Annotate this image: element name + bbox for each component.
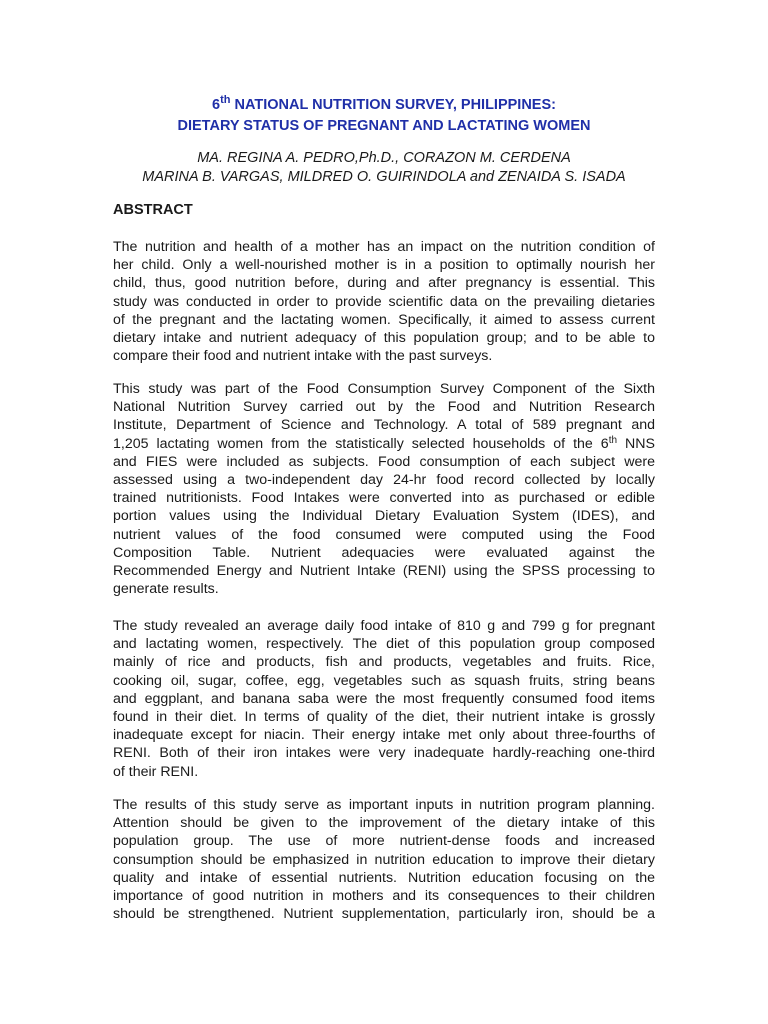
text-line: mainly of rice and products, fish and products, vegetables and fruits. Rice, [113, 654, 655, 671]
text-line: consumption should be emphasized in nutrition education to improve their dietary [113, 851, 655, 868]
text-fragment: 1,205 lactating women from the statistically selected households of the 6 [113, 435, 609, 452]
title-ordinal-suffix: th [220, 94, 231, 106]
text-line: assessed using a two-independent day 24-hr food record collected by locally [113, 472, 655, 489]
text-line: The results of this study serve as important inputs in nutrition program planning. [113, 797, 655, 813]
text-line: study was conducted in order to provide scientific data on the prevailing dietaries [113, 293, 655, 310]
text-line: Institute, Department of Science and Technology. A total of 589 pregnant and [113, 417, 655, 434]
ordinal-suffix: th [608, 434, 618, 446]
text-line: of their RENI. [113, 763, 199, 780]
text-line: Attention should be given to the improvement of the dietary intake of this [113, 815, 655, 832]
abstract-paragraph-2 [113, 380, 655, 598]
abstract-paragraph-3 [113, 617, 655, 781]
text-line: dietary intake and nutrient adequacy of this population group; and to be able to [113, 330, 655, 347]
text-line: her child. Only a well-nourished mother is in a position to optimally nourish her [113, 257, 655, 274]
text-line: The study revealed an average daily food intake of 810 g and 799 g for pregnant [113, 618, 655, 634]
abstract-heading: ABSTRACT [113, 202, 193, 218]
text-line: population group. The use of more nutrient-dense foods and increased [113, 833, 655, 850]
abstract-paragraph-1 [113, 238, 655, 365]
abstract-paragraph-4 [113, 796, 655, 923]
text-line: and eggplant, and banana saba were the most frequently consumed food items [113, 690, 655, 707]
paper-title-line-1 [114, 95, 654, 115]
text-line: cooking oil, sugar, coffee, egg, vegetables such as squash fruits, string beans [113, 672, 655, 689]
text-line: The nutrition and health of a mother has an impact on the nutrition condition of [113, 239, 655, 255]
text-line: and FIES were included as subjects. Food consumption of each subject were [113, 453, 655, 470]
authors-line-1: MA. REGINA A. PEDRO,Ph.D., CORAZON M. CERDENA [197, 150, 571, 166]
text-line: RENI. Both of their iron intakes were very inadequate hardly-reaching one-third [113, 745, 655, 762]
text-line: nutrient values of the food consumed were computed using the Food [113, 526, 655, 543]
text-line: of the pregnant and the lactating women. Specifically, it aimed to assess current [113, 311, 655, 328]
paper-title-line-2: DIETARY STATUS OF PREGNANT AND LACTATING WOMEN [177, 118, 591, 134]
text-line: compare their food and nutrient intake with the past surveys. [113, 348, 493, 365]
text-fragment: NNS [617, 435, 655, 452]
text-line: National Nutrition Survey carried out by the Food and Nutrition Research [113, 399, 655, 416]
title-ordinal-number: 6 [212, 97, 221, 113]
text-line: and lactating women, respectively. The diet of this population group composed [113, 636, 655, 653]
authors-line-2: MARINA B. VARGAS, MILDRED O. GUIRINDOLA and ZENAIDA S. ISADA [142, 169, 626, 185]
text-line: inadequate except for niacin. Their energy intake met only about three-fourths of [113, 727, 655, 744]
text-line: generate results. [113, 581, 219, 598]
text-line: This study was part of the Food Consumption Survey Component of the Sixth [113, 381, 655, 397]
text-line: should be strengthened. Nutrient supplementation, particularly iron, should be a [113, 906, 655, 923]
text-line: trained nutritionists. Food Intakes were converted into as purchased or edible [113, 490, 655, 507]
text-line: portion values using the Individual Dietary Evaluation System (IDES), and [113, 508, 655, 525]
text-line: Recommended Energy and Nutrient Intake (RENI) using the SPSS processing to [113, 563, 655, 580]
text-line: child, thus, good nutrition before, during and after pregnancy is essential. This [113, 275, 655, 292]
text-line: importance of good nutrition in mothers and its consequences to their children [113, 888, 655, 905]
text-line: Composition Table. Nutrient adequacies were evaluated against the [113, 544, 655, 561]
title-line-1-text: NATIONAL NUTRITION SURVEY, PHILIPPINES: [230, 97, 556, 113]
text-line: found in their diet. In terms of quality of the diet, their nutrient intake is grossly [113, 709, 655, 726]
text-line: quality and intake of essential nutrients. Nutrition education focusing on the [113, 869, 655, 886]
text-line-with-superscript [113, 435, 655, 453]
